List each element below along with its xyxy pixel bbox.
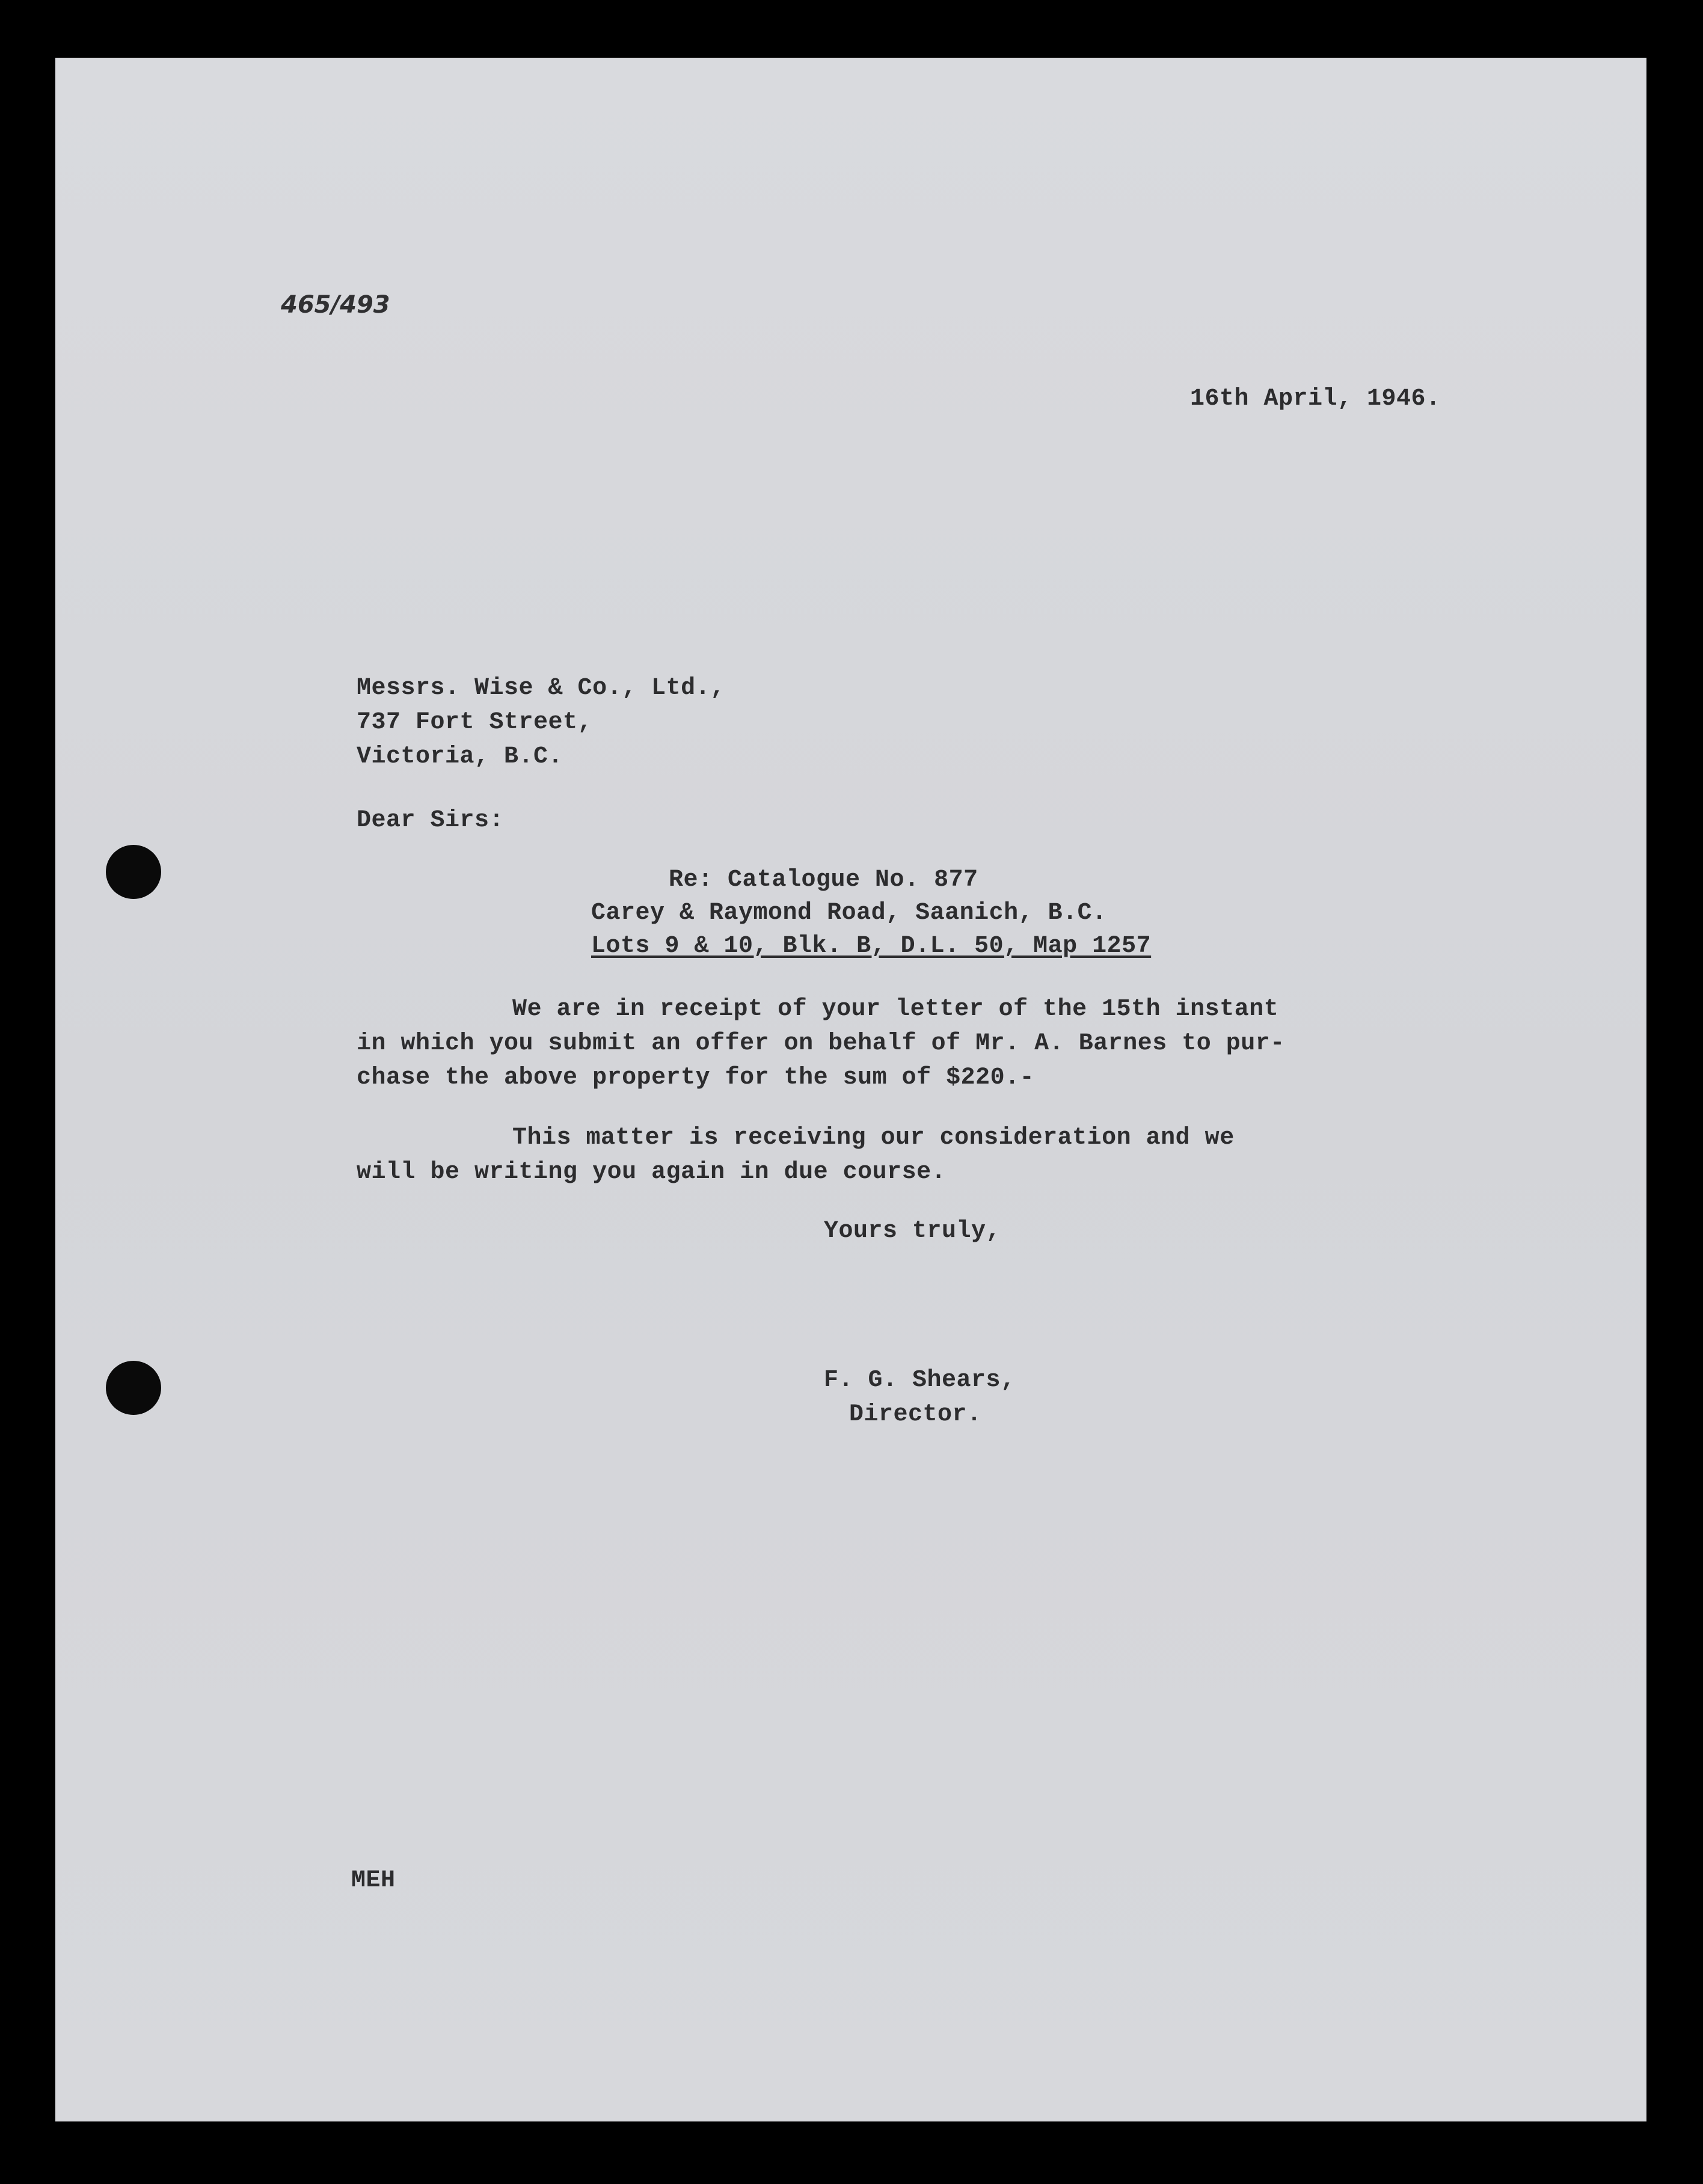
- punch-hole-top: [106, 845, 161, 899]
- letter-page: [55, 58, 1646, 2121]
- salutation: Dear Sirs:: [357, 807, 505, 834]
- subject-line-2: Carey & Raymond Road, Saanich, B.C.: [591, 900, 1107, 927]
- paragraph-1-line-2: in which you submit an offer on behalf of Mr. A. Barnes to pur-: [357, 1030, 1285, 1057]
- paragraph-1-line-3: chase the above property for the sum of $220.-: [357, 1064, 1035, 1091]
- typist-initials: MEH: [351, 1867, 396, 1894]
- paragraph-2-line-2: will be writing you again in due course.: [357, 1159, 947, 1186]
- recipient-line-2: 737 Fort Street,: [357, 709, 593, 736]
- subject-line-3: Lots 9 & 10, Blk. B, D.L. 50, Map 1257: [591, 933, 1152, 960]
- paragraph-1-line-1: We are in receipt of your letter of the 15th instant: [512, 996, 1279, 1023]
- signature-name: F. G. Shears,: [824, 1367, 1016, 1394]
- paragraph-2-line-1: This matter is receiving our consideration and we: [512, 1124, 1235, 1152]
- recipient-line-1: Messrs. Wise & Co., Ltd.,: [357, 675, 725, 702]
- recipient-line-3: Victoria, B.C.: [357, 743, 563, 770]
- punch-hole-bottom: [106, 1361, 161, 1415]
- letter-date: 16th April, 1946.: [1190, 385, 1441, 413]
- file-number: 465/493: [281, 291, 390, 319]
- closing: Yours truly,: [824, 1218, 1001, 1245]
- signature-title: Director.: [849, 1401, 982, 1428]
- subject-line-1: Re: Catalogue No. 877: [669, 867, 978, 894]
